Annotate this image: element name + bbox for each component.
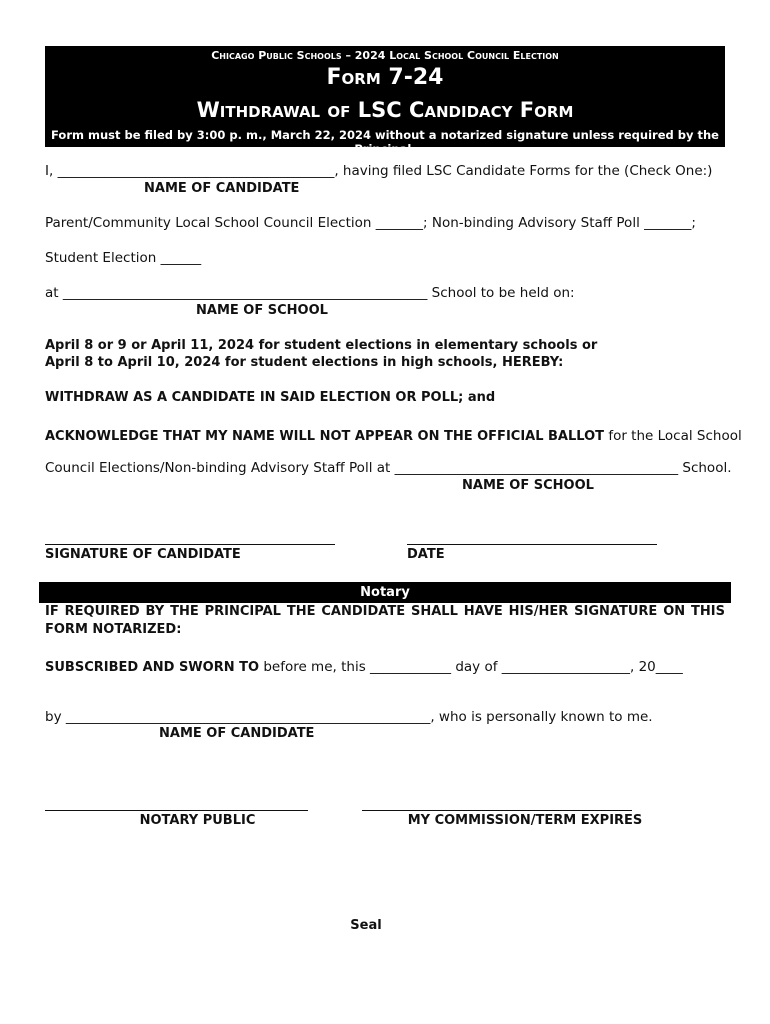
- notary-candidate-label: NAME OF CANDIDATE: [159, 726, 315, 741]
- notary-candidate-line: by ______________________________________________________, who is personally known to me.: [45, 709, 653, 725]
- commission-line: [362, 810, 632, 811]
- acknowledge-statement: [45, 425, 742, 444]
- signature-label: SIGNATURE OF CANDIDATE: [45, 547, 241, 562]
- organization-line: Chicago Public Schools – 2024 Local School Council Election: [211, 49, 559, 62]
- form-number: Form 7-24: [326, 65, 444, 90]
- notary-public-line: [45, 810, 308, 811]
- filing-notice: Form must be filed by 3:00 p. m., March 22, 2024 without a notarized signature unless required by the Principal.: [51, 128, 719, 156]
- signature-line: [45, 544, 335, 545]
- election-dates-line-2: April 8 to April 10, 2024 for student elections in high schools, HEREBY:: [45, 355, 564, 370]
- notary-requirement-text: IF REQUIRED BY THE PRINCIPAL THE CANDIDATE SHALL HAVE HIS/HER SIGNATURE ON THIS FORM NOTARIZED:: [45, 604, 725, 637]
- sworn-rest-text: before me, this ____________ day of ___________________, 20____: [259, 659, 683, 675]
- sworn-bold-text: SUBSCRIBED AND SWORN TO: [45, 660, 260, 675]
- withdraw-statement: WITHDRAW AS A CANDIDATE IN SAID ELECTION OR POLL; and: [45, 390, 496, 405]
- student-election-line: Student Election ______: [45, 250, 202, 266]
- seal-label: Seal: [350, 918, 382, 933]
- date-line: [407, 544, 657, 545]
- election-dates-line-1: April 8 or 9 or April 11, 2024 for student elections in elementary schools or: [45, 338, 598, 353]
- form-title: Withdrawal of LSC Candidacy Form: [196, 98, 574, 122]
- council-school-label: NAME OF SCHOOL: [462, 478, 594, 493]
- council-election-line: Council Elections/Non-binding Advisory Staff Poll at __________________________________________ School.: [45, 460, 732, 476]
- candidate-name-line: I, _________________________________________, having filed LSC Candidate Forms for the (Check One:): [45, 163, 713, 179]
- notary-section-header: Notary: [39, 582, 731, 603]
- date-label: DATE: [407, 547, 445, 562]
- notary-public-label: NOTARY PUBLIC: [139, 813, 256, 828]
- school-line: at ______________________________________________________ School to be held on:: [45, 285, 575, 301]
- school-name-label: NAME OF SCHOOL: [196, 303, 328, 318]
- acknowledge-bold-text: ACKNOWLEDGE THAT MY NAME WILL NOT APPEAR ON THE OFFICIAL BALLOT: [45, 429, 605, 444]
- form-header: [45, 46, 725, 156]
- election-type-line: Parent/Community Local School Council Election _______; Non-binding Advisory Staff Poll _______;: [45, 215, 696, 231]
- acknowledge-rest-text: for the Local School: [604, 428, 742, 444]
- sworn-statement: [45, 656, 683, 675]
- candidate-name-label: NAME OF CANDIDATE: [144, 181, 300, 196]
- commission-expires-label: MY COMMISSION/TERM EXPIRES: [407, 813, 643, 828]
